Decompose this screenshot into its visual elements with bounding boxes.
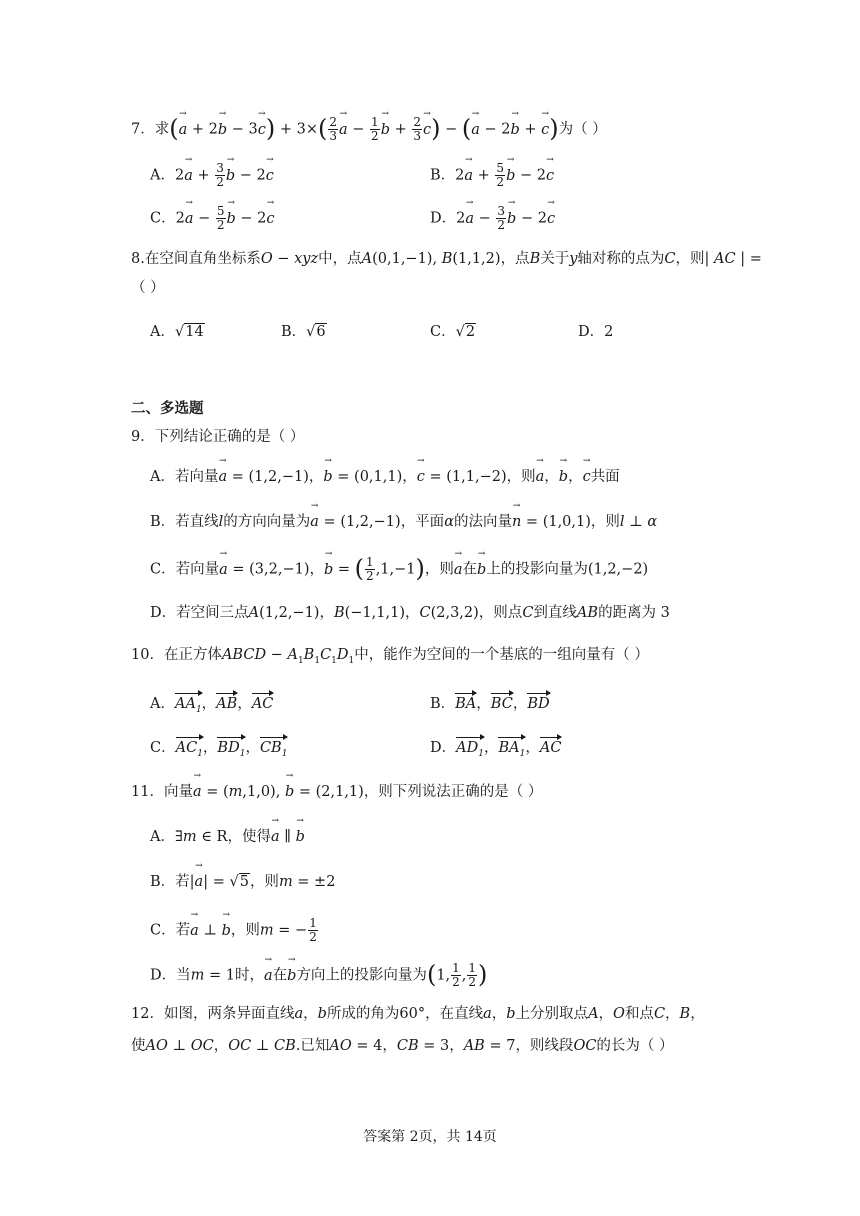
question-11-option-d[interactable]: D．当m = 1时，→ a在→ b方向上的投影向量为(1, $\frac{1}{2}$ , $\frac{1}{2}$ ) xyxy=(150,962,487,989)
question-9-option-c[interactable]: C．若向量→ a = (3,2,−1)，→ b = ( $\frac{1}{2}$ ,1,−1)，则→ a在→ b上的投影向量为(1,2,−2) xyxy=(150,556,648,583)
question-10-option-a[interactable]: A．$AA_1$，AB，AC xyxy=(150,692,273,720)
question-8-option-c[interactable]: C．√2 xyxy=(430,324,476,340)
question-9-option-d[interactable]: D．若空间三点A(1,2,−1)，B(−1,1,1)，C(2,3,2)，则点C到直线AB的距离为 3 xyxy=(150,605,670,621)
question-10-option-b[interactable]: B．BA，BC，BD xyxy=(430,692,550,714)
page-footer: 答案第 2页，共 14页 xyxy=(363,1129,497,1145)
question-11-stem: 11．向量→ a = (m,1,0), → b = (2,1,1)，则下列说法正确的是（ ） xyxy=(131,782,542,802)
question-9-option-a[interactable]: A．若向量→ a = (1,2,−1)，→ b = (0,1,1)，→ c = (1,1,−2)，则→ a，→ b，→ c共面 xyxy=(150,467,620,487)
question-11-option-c[interactable]: C．若→ a ⊥ → b，则m = − $\frac{1}{2}$ xyxy=(150,917,319,944)
question-7-option-d[interactable]: D．2→ a − $\frac{3}{2}$ → b − 2→ c xyxy=(430,205,555,232)
question-9-stem: 9．下列结论正确的是（ ） xyxy=(131,429,305,445)
question-11-option-a[interactable]: A．∃m ∈ R，使得→ a ∥ → b xyxy=(150,827,305,847)
question-10-stem: 10．在正方体ABCD − $A_1B_1C_1D_1$中，能作为空间的一个基底的一组向量有（ ） xyxy=(131,647,649,666)
question-12-line-1: 12．如图，两条异面直线a，b所成的角为60°，在直线a，b上分别取点A，O和点C，B， xyxy=(131,1006,705,1022)
section-title: 二、多选题 xyxy=(131,400,204,417)
question-9-option-b[interactable]: B．若直线l的方向向量为→ a = (1,2,−1)，平面α的法向量→ n = (1,0,1)，则l ⊥ α xyxy=(150,512,657,532)
question-7-option-a[interactable]: A．2→ a + $\frac{3}{2}$ → b − 2→ c xyxy=(150,162,274,189)
question-8-option-a[interactable]: A．√14 xyxy=(150,324,204,340)
question-8-stem: 8.在空间直角坐标系O − xyz中，点A(0,1,−1), B(1,1,2)，点B关于y轴对称的点为C，则| AC | = xyxy=(131,251,762,267)
question-11-option-b[interactable]: B．若|→ a| = √5，则m = ±2 xyxy=(150,872,335,892)
question-10-option-c[interactable]: C．$AC_1$，$BD_1$，$CB_1$ xyxy=(150,736,287,764)
question-10-option-d[interactable]: D．$AD_1$，$BA_1$，AC xyxy=(430,736,561,764)
question-8-option-b[interactable]: B．√6 xyxy=(281,324,326,340)
question-8-paren: （ ） xyxy=(131,280,165,296)
question-8-option-d[interactable]: D．2 xyxy=(578,324,614,340)
question-7-stem: 7．求(→ a + 2→ b − 3→ c) + 3×( $\frac{2}{3}$ → a − $\frac{1}{2}$ → b + $\frac{2}{3}$ → c) − (→ a − 2→ b + → c)为（ ） xyxy=(131,116,607,143)
question-12-line-2: 使AO ⊥ OC，OC ⊥ CB.已知AO = 4，CB = 3，AB = 7，则线段OC的长为（ ） xyxy=(131,1038,674,1054)
question-7-option-c[interactable]: C．2→ a − $\frac{5}{2}$ → b − 2→ c xyxy=(150,205,275,232)
question-7-option-b[interactable]: B．2→ a + $\frac{5}{2}$ → b − 2→ c xyxy=(430,162,554,189)
